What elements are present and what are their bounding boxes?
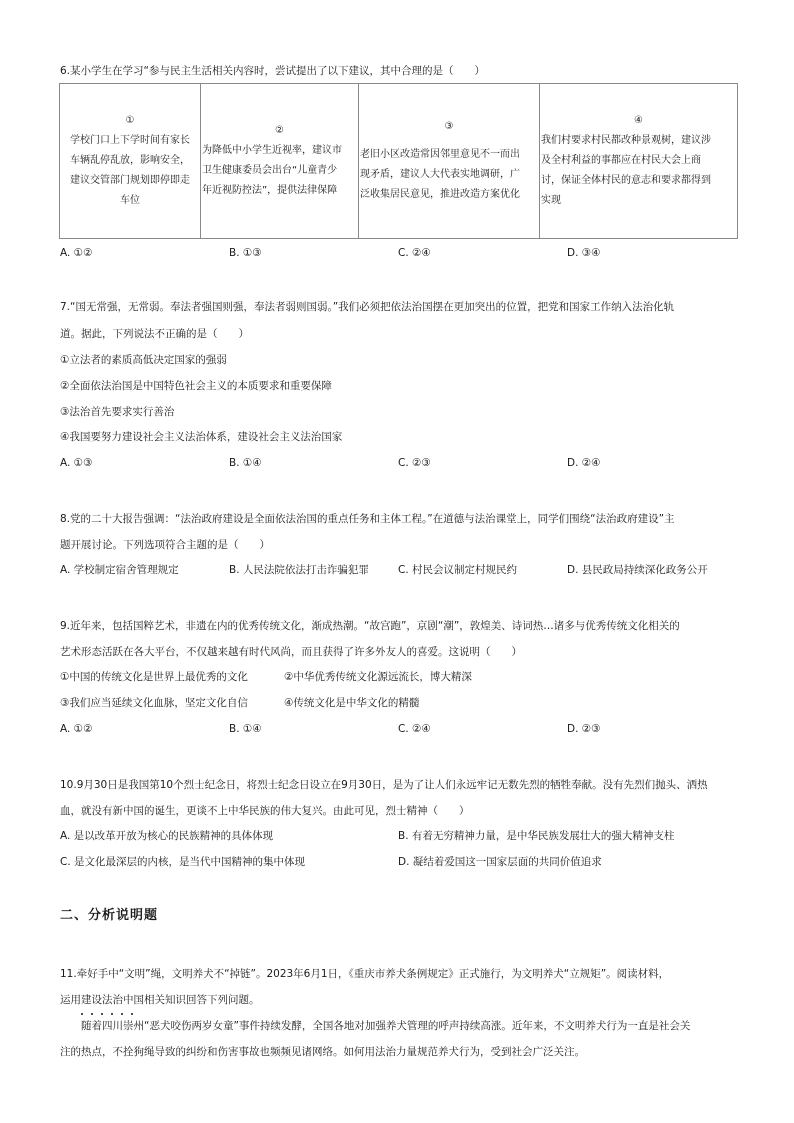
q10-stem-line: 10.9月30日是我国第10个烈士纪念日，将烈士纪念日设立在9月30日，是为了让人们永远牢记无数先烈的牺牲奉献。没有先烈们抛头、洒热	[60, 779, 708, 791]
cell-line: 卫生健康委员会出台“儿童青少	[202, 165, 338, 176]
q11-stem-line: 运用建设法治中国相关知识回答下列问题。	[60, 994, 260, 1006]
cell-line: 泛收集居民意见，推进改造方案优化	[360, 189, 520, 200]
q9-option-a[interactable]: A. ①②	[60, 723, 93, 735]
section-title: 二、分析说明题	[60, 908, 159, 923]
q7-item: ④我国要努力建设社会主义法治体系，建设社会主义法治国家	[60, 431, 343, 443]
cell-line: 讨，保证全体村民的意志和要求都得到	[541, 175, 711, 186]
q9-stem-line: 艺术形态活跃在各大平台，不仅越来越有时代风尚，而且获得了许多外友人的喜爱。这说明（ ）	[60, 646, 522, 658]
q8-stem-line: 8.党的二十大报告强调：“法治政府建设是全面依法治国的重点任务和主体工程。”在道德与法治课堂上，同学们围绕“法治政府建设”主	[60, 513, 675, 525]
q7-stem-line: 7.“国无常强，无常弱。奉法者强国则强，奉法者弱则国弱。”我们必须把依法治国摆在更加突出的位置，把党和国家工作纳入法治化轨	[60, 301, 675, 313]
q6-cell-3	[359, 84, 540, 239]
q7-option-d[interactable]: D. ②④	[567, 457, 601, 469]
q6-table	[59, 83, 738, 239]
q7-item: ③法治首先要求实行善治	[60, 406, 175, 418]
q6-stem: 6.某小学生在学习“参与民主生活相关内容时，尝试提出了以下建议，其中合理的是（ ）	[60, 65, 485, 77]
q8-option-d[interactable]: D. 县民政局持续深化政务公开	[567, 564, 708, 576]
q9-item: ④传统文化是中华文化的精髓	[284, 697, 420, 709]
q10-option-a[interactable]: A. 是以改革开放为核心的民族精神的具体体现	[60, 830, 274, 842]
cell-line: 建议交管部门规划即停即走	[70, 175, 190, 186]
q9-item: ②中华优秀传统文化源远流长，博大精深	[284, 671, 472, 683]
q8-stem-line: 题开展讨论。下列选项符合主题的是（ ）	[60, 539, 270, 551]
q7-option-b[interactable]: B. ①④	[229, 457, 262, 469]
cell-number: ③	[444, 121, 454, 132]
q10-stem-line: 血，就没有新中国的诞生，更谈不上中华民族的伟大复兴。由此可见，烈士精神（ ）	[60, 805, 470, 817]
q10-option-b[interactable]: B. 有着无穷精神力量，是中华民族发展壮大的强大精神支柱	[398, 830, 675, 842]
q8-option-c[interactable]: C. 村民会议制定村规民约	[398, 564, 518, 576]
q7-stem-line: 道。据此，下列说法不正确的是（ ）	[60, 328, 249, 340]
q8-option-a[interactable]: A. 学校制定宿舍管理规定	[60, 564, 179, 576]
cell-line: 为降低中小学生近视率，建议市	[202, 145, 342, 156]
q6-cell-1	[60, 84, 201, 239]
q11-material-line: 随着四川崇州“恶犬咬伤两岁女童”事件持续发酵，全国各地对加强养犬管理的呼声持续高涨。近年来，不文明养犬行为一直是社会关	[60, 1020, 691, 1032]
q6-option-c[interactable]: C. ②④	[398, 247, 431, 259]
q9-stem-line: 9.近年来，包括国粹艺术，非遗在内的优秀传统文化，渐成热潮。“故宫跑”，京剧“潮”，敦煌美、诗词热…诸多与优秀传统文化相关的	[60, 620, 680, 632]
q11-material-line: 注的热点，不拴狗绳导致的纠纷和伤害事故也频频见诸网络。如何用法治力量规范养犬行为，受到社会广泛关注。	[60, 1046, 585, 1058]
q9-option-c[interactable]: C. ②④	[398, 723, 431, 735]
cell-line: 车位	[120, 195, 140, 206]
q9-option-b[interactable]: B. ①④	[229, 723, 262, 735]
cell-line: 我们村要求村民都改种景观树，建议涉	[541, 135, 711, 146]
q6-cell-4	[540, 84, 738, 239]
cell-line: 现矛盾，建议人大代表实地调研，广	[360, 169, 520, 180]
q10-option-d[interactable]: D. 凝结着爱国这一国家层面的共同价值追求	[398, 856, 602, 868]
cell-number: ④	[634, 115, 643, 126]
q8-option-b[interactable]: B. 人民法院依法打击诈骗犯罪	[229, 564, 369, 576]
cell-line: 及全村利益的事都应在村民大会上商	[541, 155, 701, 166]
emphasis-dots	[81, 1006, 171, 1012]
q9-option-d[interactable]: D. ②③	[567, 723, 601, 735]
q7-item: ①立法者的素质高低决定国家的强弱	[60, 354, 227, 366]
q6-option-a[interactable]: A. ①②	[60, 247, 93, 259]
q6-cell-2	[201, 84, 359, 239]
q7-item: ②全面依法治国是中国特色社会主义的本质要求和重要保障	[60, 380, 332, 392]
q6-option-b[interactable]: B. ①③	[229, 247, 262, 259]
cell-line: 年近视防控法”，提供法律保障	[202, 185, 338, 196]
cell-number: ②	[275, 125, 284, 136]
q7-option-c[interactable]: C. ②③	[398, 457, 431, 469]
q9-item: ①中国的传统文化是世界上最优秀的文化	[60, 671, 248, 683]
q9-item: ③我们应当延续文化血脉，坚定文化自信	[60, 697, 248, 709]
q6-option-d[interactable]: D. ③④	[567, 247, 601, 259]
cell-number: ①	[125, 115, 135, 126]
q10-option-c[interactable]: C. 是文化最深层的内核，是当代中国精神的集中体现	[60, 856, 306, 868]
cell-line: 老旧小区改造常因邻里意见不一而出	[360, 149, 520, 160]
cell-line: 实现	[541, 195, 561, 206]
q11-stem-line: 11.牵好手中“文明”绳，文明养犬不“掉链”。2023年6月1日，《重庆市养犬条例规定》正式施行，为文明养犬“立规矩”。阅读材料，	[60, 968, 670, 980]
q7-option-a[interactable]: A. ①③	[60, 457, 93, 469]
cell-line: 车辆乱停乱放，影响安全，	[70, 155, 190, 166]
cell-line: 学校门口上下学时间有家长	[70, 135, 190, 146]
